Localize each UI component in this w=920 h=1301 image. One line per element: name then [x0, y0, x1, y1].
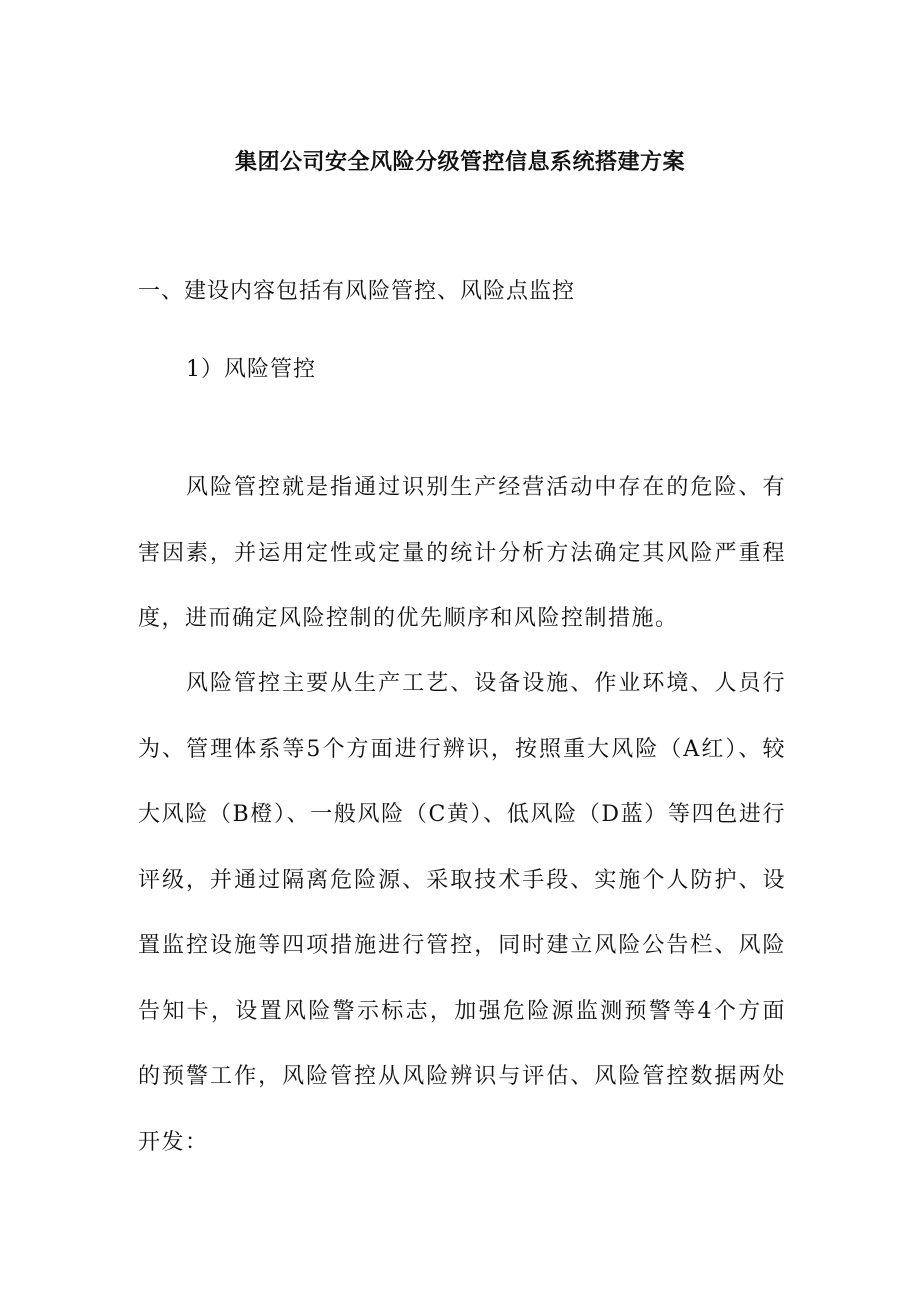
document-title: 集团公司安全风险分级管控信息系统搭建方案 — [234, 149, 685, 175]
section-heading: 一、建设内容包括有风险管控、风险点监控 — [138, 279, 576, 304]
paragraph-risk-control-definition: 风险管控就是指通过识别生产经营活动中存在的危险、有害因素，并运用定性或定量的统计分析方法确定其风险严重程度，进而确定风险控制的优先顺序和风险控制措施。 — [138, 475, 786, 631]
subsection-heading: 1）风险管控 — [186, 357, 316, 382]
paragraph-risk-control-scope: 风险管控主要从生产工艺、设备设施、作业环境、人员行为、管理体系等5个方面进行辨识，按照重大风险（A红）、较大风险（B橙）、一般风险（C黄）、低风险（D蓝）等四色进行评级，并通过隔离危险源、采取技术手段、实施个人防护、设置监控设施等四项措施进行管控，同时建立风险公告栏、风险告知卡，设置风险警示标志，加强危险源监测预警等4个方面的预警工作，风险管控从风险辨识与评估、风险管控数据两处开发： — [138, 671, 786, 1155]
